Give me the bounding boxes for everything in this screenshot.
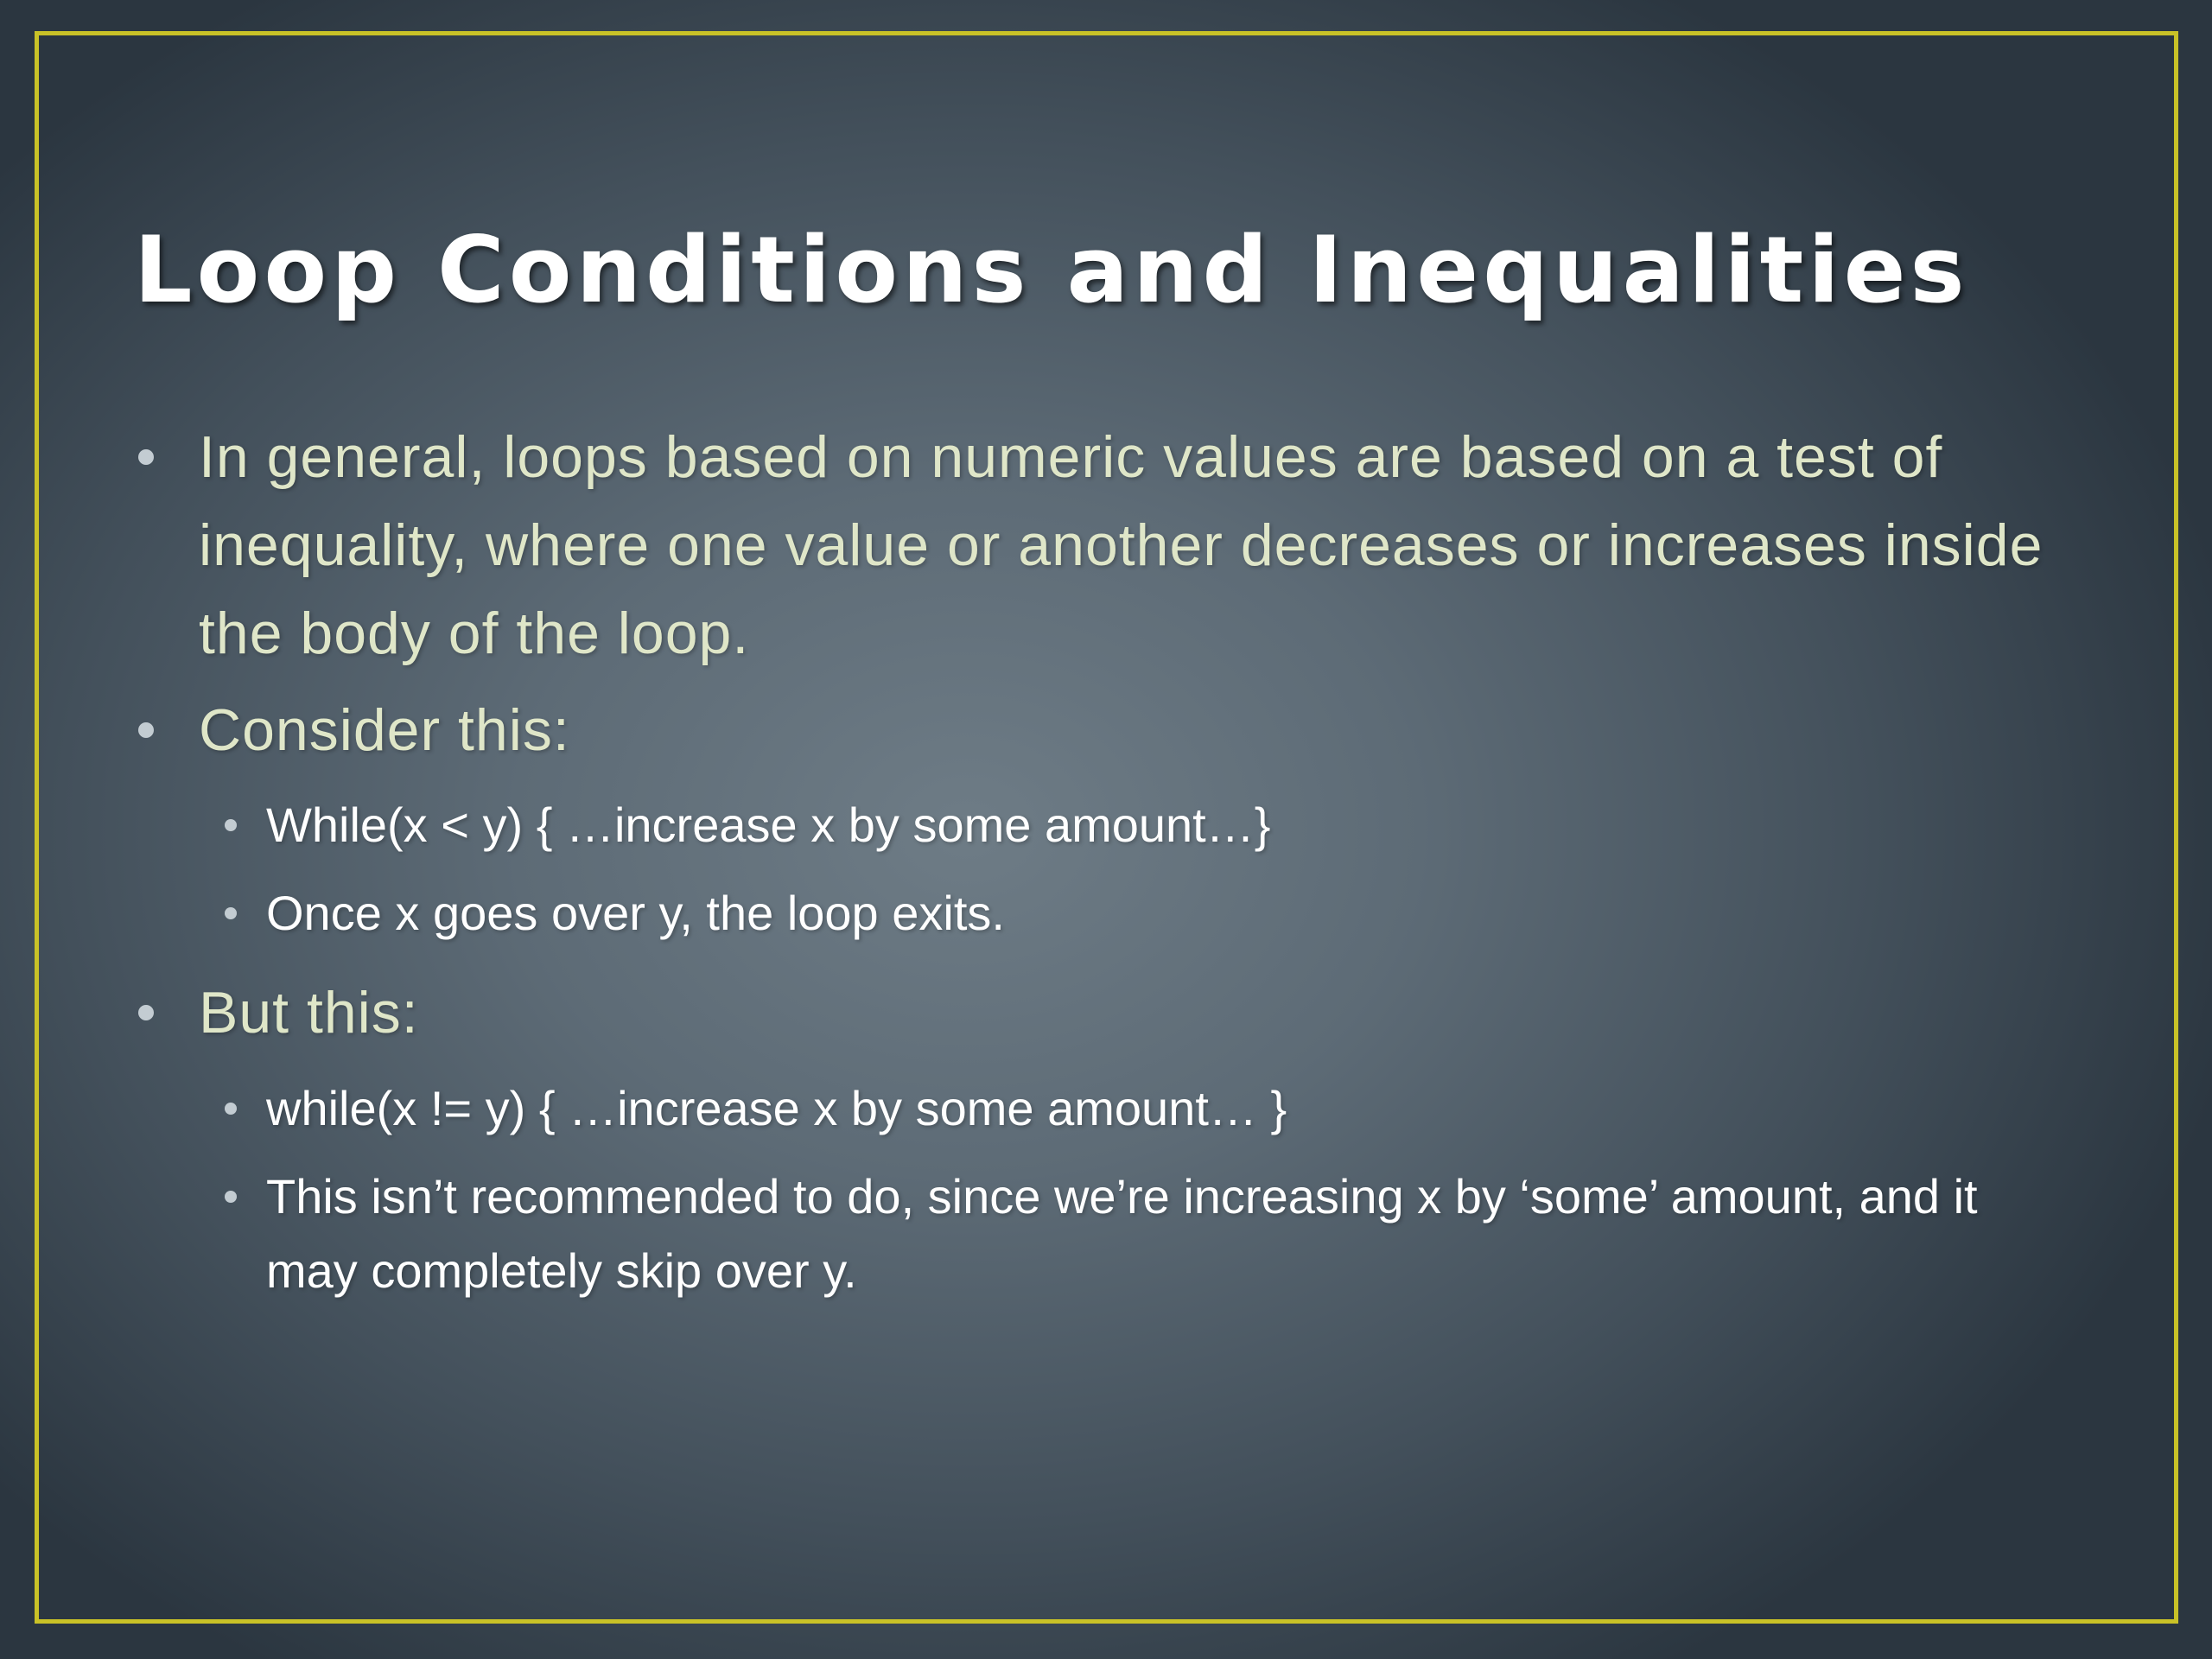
bullet-dot-icon [138,722,154,738]
sub-bullet-text: while(x != y) { …increase x by some amount… } [266,1081,1287,1135]
bullet-text: Consider this: [199,697,570,763]
bullet-text: But this: [199,980,419,1046]
sub-bullet-text: While(x < y) { …increase x by some amount…} [266,798,1271,852]
slide-title: Loop Conditions and Inequalities [134,217,1969,323]
bullet-dot-icon [225,819,237,831]
bullet-dot-icon [225,907,237,919]
bullet-dot-icon [225,1103,237,1115]
bullet-text: In general, loops based on numeric values are based on a test of inequality, where one value or another decreases or increases inside the body of the loop. [199,424,2044,666]
bullet-dot-icon [138,1005,154,1020]
sub-bullet-text: Once x goes over y, the loop exits. [266,886,1005,940]
sub-bullet-text: This isn’t recommended to do, since we’re increasing x by ‘some’ amount, and it may completely skip over y. [266,1169,1978,1298]
bullet-dot-icon [225,1191,237,1203]
bullet-dot-icon [138,449,154,465]
